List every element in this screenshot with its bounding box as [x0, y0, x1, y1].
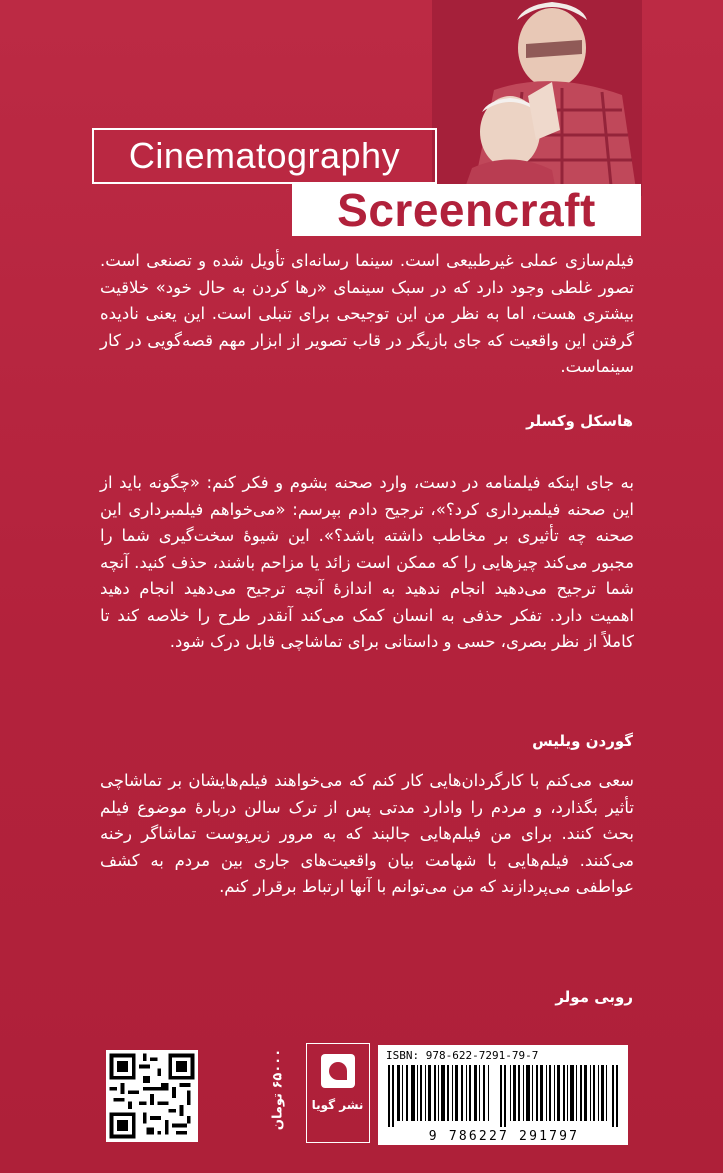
isbn-text: ISBN: 978-622-7291-79-7: [386, 1049, 539, 1062]
quote-1-author: هاسکل وکسلر: [526, 412, 633, 430]
title-highlight-box: [292, 184, 641, 236]
quote-1: فیلم‌سازی عملی غیرطبیعی است. سینما رسانه‌ای تأویل شده و تصنعی است. تصور غلطی وجود دارد که در سبک سینمای «رها کردن به حال خود» خلاقیت بیشتری هست، اما به نظر من این توجیحی برای تنبلی است. این یعنی نادیده گرفتن این واقعیت که جای بازیگر در قاب تصویر از ابزار مهم قصه‌گویی در کار سینماست.: [100, 251, 634, 376]
publisher-name: نشر گویا: [311, 1098, 364, 1112]
title-screencraft: Screencraft: [337, 184, 596, 236]
quote-2: به جای اینکه فیلمنامه در دست، وارد صحنه بشوم و فکر کنم: «چگونه باید از این صحنه فیلمبرداری کرد؟»، ترجیح دادم بپرسم: «می‌خواهم فیلمبرداری این صحنه چه تأثیری بر مخاطب داشته باشد؟». این شیوهٔ سخت‌گیری شما را مجبور می‌کند چیزهایی را که ممکن است زائد یا مزاحم باشند، حذف کنید. آنچه شما ترجیح می‌دهید انجام ندهید به اندازهٔ آنچه ترجیح می‌دهید انجام دهید اهمیت دارد. تفکر حذفی به انسان کمک می‌کند آنقدر طرح را خلاصه کند تا کاملاً از نظر بصری، حسی و داستانی برای تماشاچی قابل درک شود.: [100, 473, 634, 651]
title-cinematography: Cinematography: [128, 135, 401, 176]
cover-photo: [432, 0, 642, 196]
barcode: [378, 1045, 628, 1145]
quote-2-author: گوردن ویلیس: [532, 732, 633, 750]
publisher-logo-icon: [321, 1054, 355, 1088]
quote-3: سعی می‌کنم با کارگردان‌هایی کار کنم که می‌خواهند فیلم‌هایشان بر تماشاچی تأثیر بگذارد، و مردم را وادارد مدتی پس از ترک سالن دربارهٔ موضوع فیلم بحث کنند. برای من فیلم‌هایی جالبند که به مرور زیرپوست تماشاگر رخنه می‌کنند. فیلم‌هایی با شهامت بیان واقعیت‌های جاری بین مردم به کشف عواطفی می‌پردازند که من می‌توانم با آنها ارتباط برقرار کنم.: [100, 771, 634, 896]
price-text: ۶۵۰۰۰ تومان: [270, 1048, 286, 1131]
ean-number: 9 786227 291797: [428, 1129, 580, 1144]
barcode-bars: [386, 1065, 622, 1127]
qr-code: [106, 1050, 198, 1142]
publisher-logo: [306, 1043, 370, 1143]
quote-3-author: روبی مولر: [555, 988, 633, 1006]
price-label: [258, 1046, 298, 1146]
title-box: [92, 128, 437, 184]
